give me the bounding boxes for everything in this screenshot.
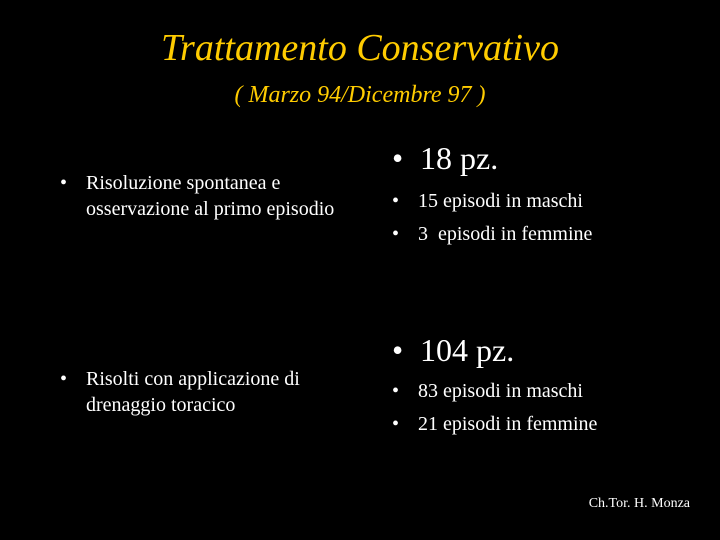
right-females-group2 — [392, 411, 702, 437]
right-total-group1 — [392, 140, 702, 176]
bullet-text: Risolti con applicazione di drenaggio toracico — [86, 368, 300, 416]
right-males-group2 — [392, 378, 702, 404]
right-females-group1 — [392, 221, 702, 247]
bullet-icon: • — [392, 413, 400, 435]
bullet-icon: • — [60, 172, 68, 194]
bullet-icon: • — [392, 223, 400, 245]
bullet-text: Risoluzione spontanea e osservazione al primo episodio — [86, 172, 335, 220]
right-males-group1 — [392, 188, 702, 214]
patients-count: 104 pz. — [420, 332, 515, 368]
bullet-icon: • — [392, 140, 404, 176]
slide-subtitle: ( Marzo 94/Dicembre 97 ) — [234, 82, 486, 108]
slide-title: Trattamento Conservativo — [161, 27, 559, 69]
bullet-icon: • — [392, 380, 400, 402]
bullet-text: 83 episodi in maschi — [418, 380, 583, 402]
patients-count: 18 pz. — [420, 140, 499, 176]
bullet-text: 3 episodi in femmine — [418, 223, 593, 245]
left-bullet-drainage — [60, 366, 360, 418]
bullet-icon: • — [60, 368, 68, 390]
bullet-icon: • — [392, 332, 404, 368]
footer-credit: Ch.Tor. H. Monza — [588, 496, 690, 511]
bullet-icon: • — [392, 190, 400, 212]
bullet-text: 15 episodi in maschi — [418, 190, 583, 212]
right-total-group2 — [392, 332, 702, 368]
left-bullet-spontaneous — [60, 170, 360, 222]
bullet-text: 21 episodi in femmine — [418, 413, 598, 435]
